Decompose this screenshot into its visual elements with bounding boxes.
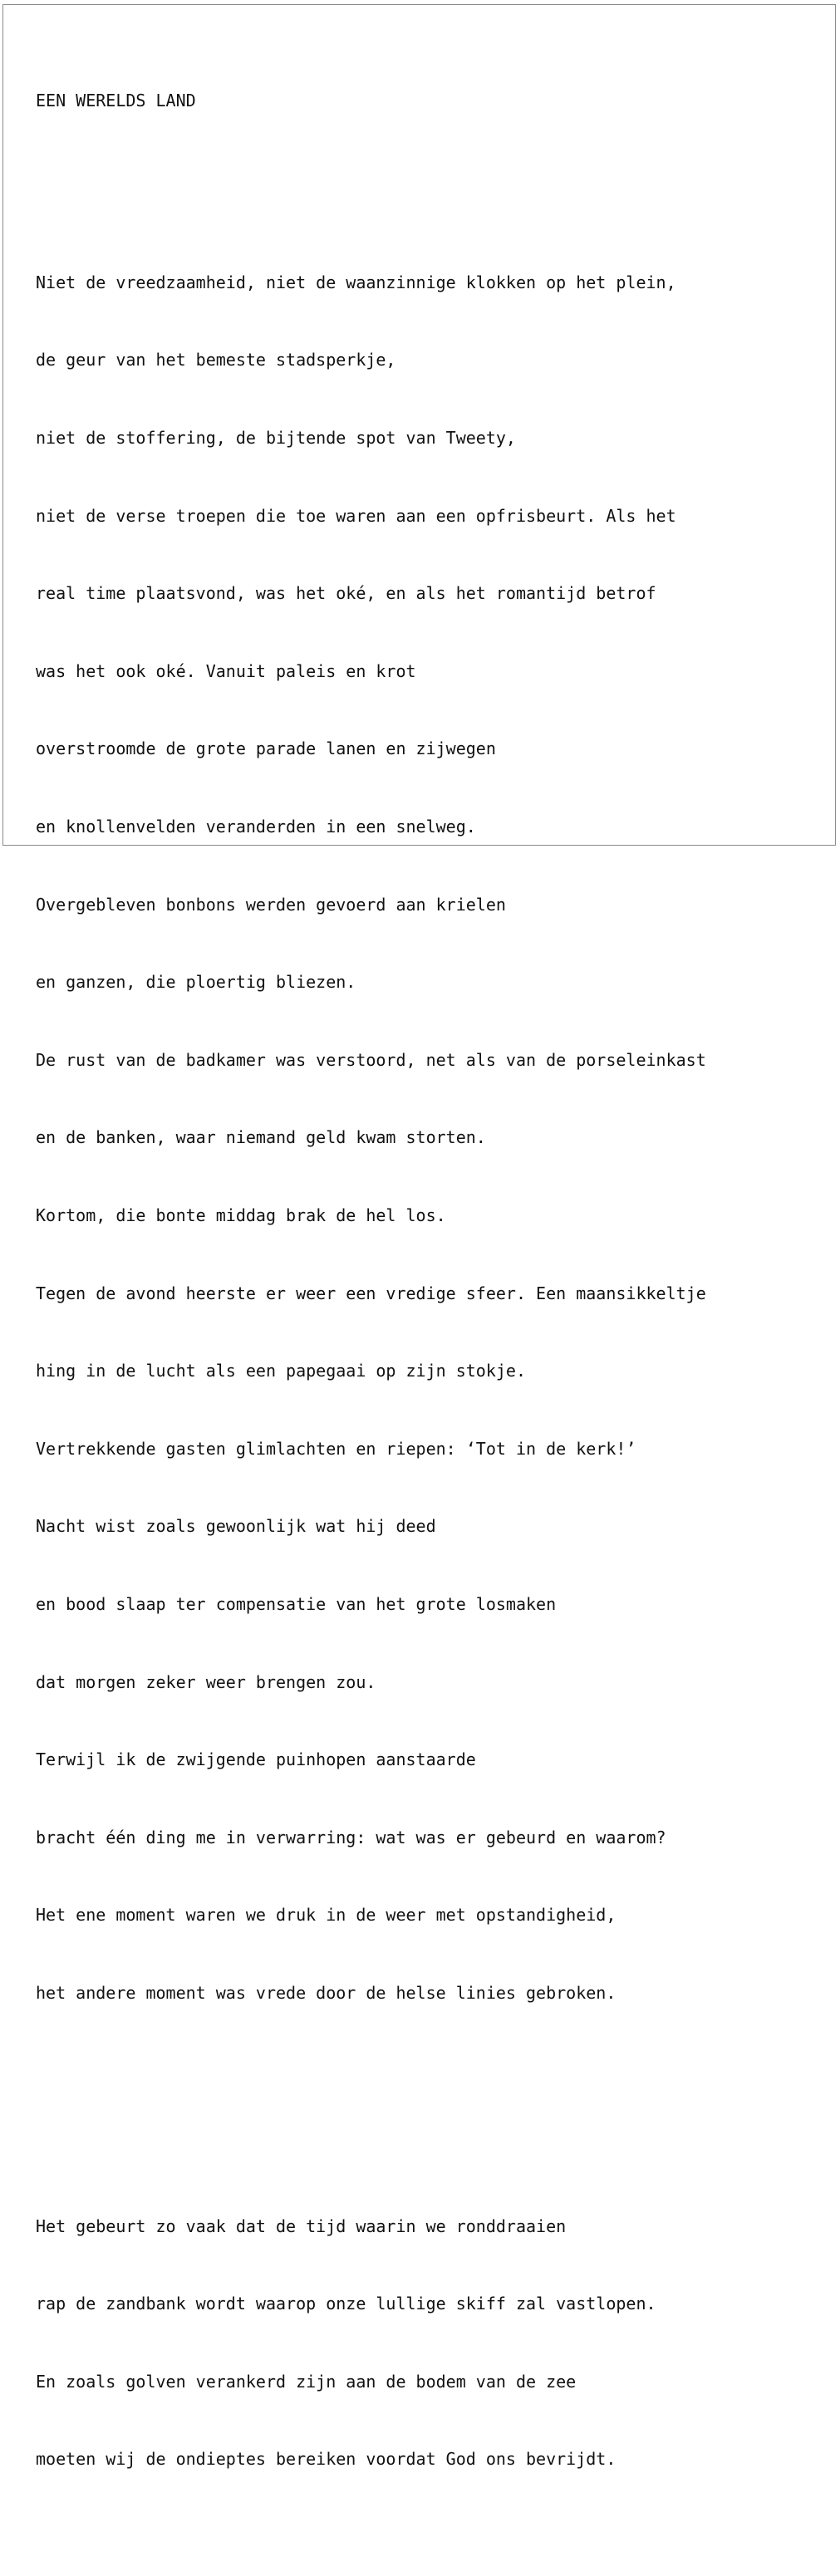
poem-line: Nacht wist zoals gewoonlijk wat hij deed — [36, 1516, 436, 1537]
poem-line: real time plaatsvond, was het oké, en als het romantijd betrof — [36, 583, 656, 604]
poem-line: Terwijl ik de zwijgende puinhopen aanstaarde — [36, 1749, 476, 1770]
poem-line: Het ene moment waren we druk in de weer met opstandigheid, — [36, 1905, 616, 1926]
poem-line: was het ook oké. Vanuit paleis en krot — [36, 660, 416, 681]
poem-line: het andere moment was vrede door de helse linies gebroken. — [36, 1982, 616, 2003]
poem-line: hing in de lucht als een papegaai op zijn stokje. — [36, 1361, 527, 1381]
poem-line: niet de stoffering, de bijtende spot van Tweety, — [36, 428, 516, 448]
poem-line: niet de verse troepen die toe waren aan een opfrisbeurt. Als het — [36, 505, 676, 526]
stanza-1 — [36, 218, 706, 2058]
poem-line: Vertrekkende gasten glimlachten en riepen: ‘Tot in de kerk!’ — [36, 1438, 636, 1459]
poem-line: dat morgen zeker weer brengen zou. — [36, 1671, 376, 1692]
poem-line: overstroomde de grote parade lanen en zijwegen — [36, 738, 496, 759]
poem-line: Niet de vreedzaamheid, niet de waanzinnige klokken op het plein, — [36, 272, 676, 292]
poem-title: EEN WERELDS LAND — [36, 91, 196, 111]
poem — [36, 37, 706, 2576]
poem-line: De rust van de badkamer was verstoord, net als van de porseleinkast — [36, 1049, 706, 1070]
poem-line: En zoals golven verankerd zijn aan de bodem van de zee — [36, 2371, 577, 2392]
poem-line: Kortom, die bonte middag brak de hel los. — [36, 1205, 446, 1225]
poem-line: bracht één ding me in verwarring: wat was er gebeurd en waarom? — [36, 1827, 666, 1847]
poem-line: en knollenvelden veranderden in een snelweg. — [36, 816, 476, 837]
poem-line: Het gebeurt zo vaak dat de tijd waarin we ronddraaien — [36, 2215, 567, 2236]
poem-line: rap de zandbank wordt waarop onze lullige skiff zal vastlopen. — [36, 2294, 656, 2314]
poem-line: Overgebleven bonbons werden gevoerd aan krielen — [36, 894, 506, 915]
poem-line: Tegen de avond heerste er weer een vredige sfeer. Een maansikkeltje — [36, 1283, 706, 1303]
poem-line: moeten wij de ondieptes bereiken voordat God ons bevrijdt. — [36, 2449, 616, 2470]
poem-line: de geur van het bemeste stadsperkje, — [36, 350, 396, 370]
poem-line: en de banken, waar niemand geld kwam storten. — [36, 1127, 486, 1148]
poem-line: en bood slaap ter compensatie van het grote losmaken — [36, 1593, 557, 1614]
poem-line: en ganzen, die ploertig bliezen. — [36, 972, 356, 993]
document-page — [2, 4, 836, 2470]
stanza-2 — [36, 2161, 706, 2524]
